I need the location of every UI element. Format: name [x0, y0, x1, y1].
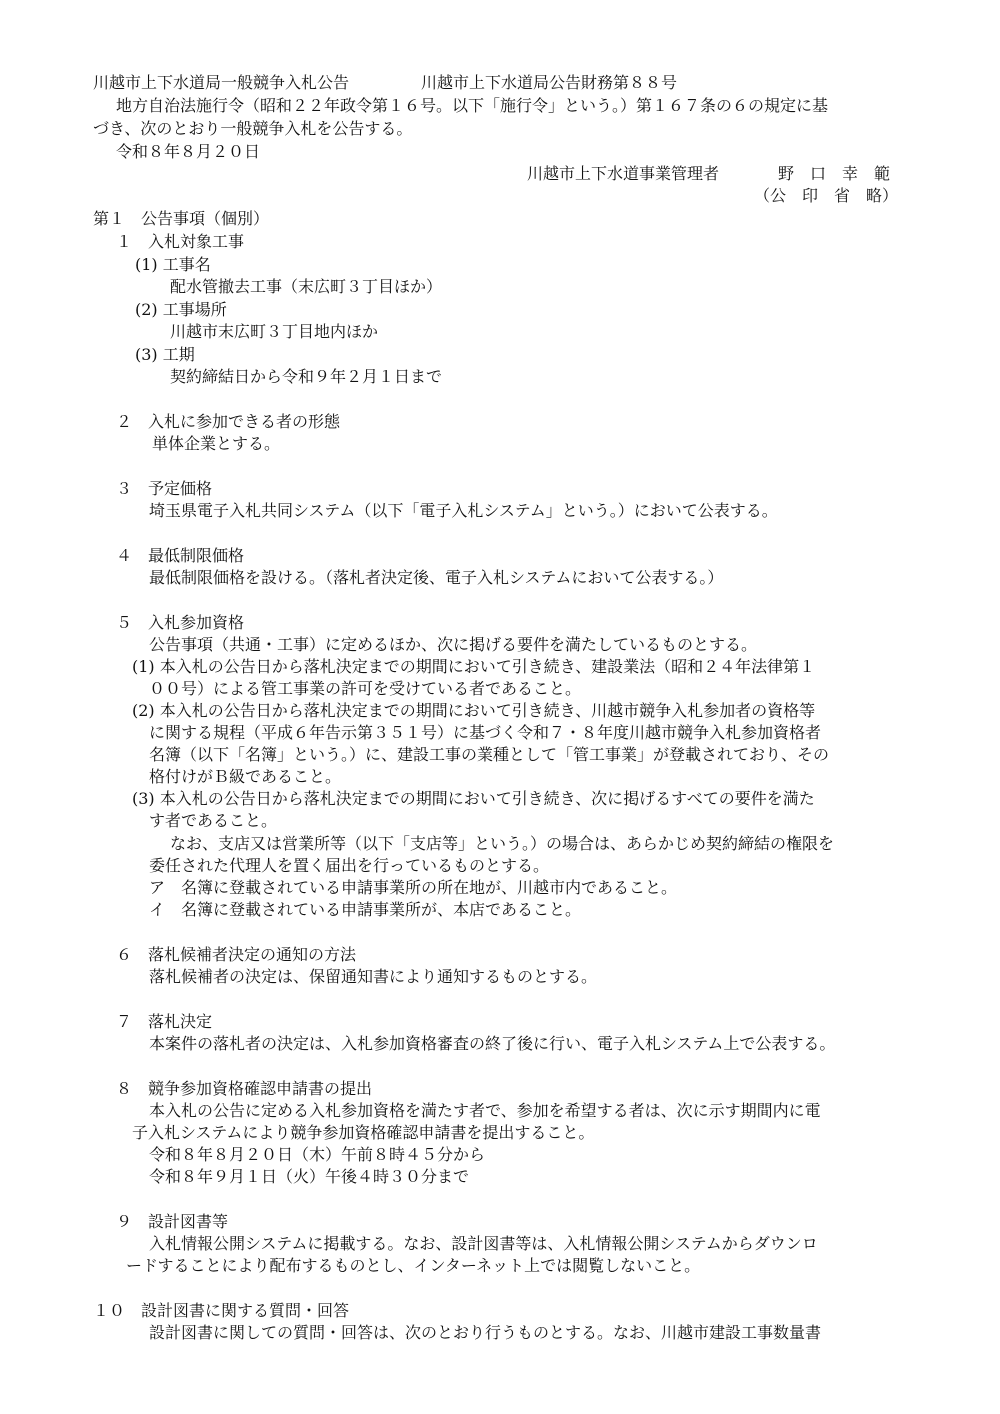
s10-body-line1: 設計図書に関しての質問・回答は、次のとおり行うものとする。なお、川越市建設工事数量書: [149, 1323, 822, 1342]
notice-title: 川越市上下水道局一般競争入札公告: [93, 73, 350, 92]
s1-item1-label: (1) 工事名: [135, 255, 211, 274]
intro-line-2: づき、次のとおり一般競争入札を公告する。: [93, 119, 413, 138]
s8-period-start: 令和８年８月２０日（木）午前８時４５分から: [149, 1145, 486, 1164]
part1-heading: 第１ 公告事項（個別）: [93, 209, 270, 228]
seal-note: （公 印 省 略）: [754, 186, 899, 205]
s6-heading: ６ 落札候補者決定の通知の方法: [116, 945, 357, 964]
s5-c3-line2: す者であること。: [149, 811, 278, 830]
s9-body-line1: 入札情報公開システムに掲載する。なお、設計図書等は、入札情報公開システムからダウンロ: [149, 1234, 818, 1253]
s5-c2-line2: に関する規程（平成６年告示第３５１号）に基づく令和７・８年度川越市競争入札参加資格者: [149, 723, 822, 742]
notice-date: 令和８年８月２０日: [116, 142, 261, 161]
issuer-title: 川越市上下水道事業管理者: [527, 164, 720, 183]
s5-c1-line1: (1) 本入札の公告日から落札決定までの期間において引き続き、建設業法（昭和２４年法律第１: [132, 657, 816, 676]
s1-item3-value: 契約締結日から令和９年２月１日まで: [170, 367, 443, 386]
s7-body: 本案件の落札者の決定は、入札参加資格審査の終了後に行い、電子入札システム上で公表する。: [149, 1034, 836, 1053]
s5-c3-line1: (3) 本入札の公告日から落札決定までの期間において引き続き、次に掲げるすべての要件を満た: [132, 789, 815, 808]
s7-heading: ７ 落札決定: [116, 1012, 213, 1031]
s5-c2-line1: (2) 本入札の公告日から落札決定までの期間において引き続き、川越市競争入札参加者の資格等: [132, 701, 816, 720]
issuer-name: 野 口 幸 範: [778, 164, 891, 183]
s8-body-line2: 子入札システムにより競争参加資格確認申請書を提出すること。: [132, 1123, 595, 1142]
s2-body: 単体企業とする。: [152, 434, 281, 453]
s4-body: 最低制限価格を設ける。（落札者決定後、電子入札システムにおいて公表する。）: [149, 568, 724, 587]
s3-heading: ３ 予定価格: [116, 479, 213, 498]
s2-heading: ２ 入札に参加できる者の形態: [116, 412, 341, 431]
s1-item2-label: (2) 工事場所: [135, 300, 227, 319]
s5-c1-line2: ００号）による管工事業の許可を受けている者であること。: [149, 679, 582, 698]
s4-heading: ４ 最低制限価格: [116, 546, 245, 565]
s6-body: 落札候補者の決定は、保留通知書により通知するものとする。: [149, 967, 598, 986]
s5-intro: 公告事項（共通・工事）に定めるほか、次に掲げる要件を満たしているものとする。: [149, 635, 758, 654]
s1-item1-value: 配水管撤去工事（末広町３丁目ほか）: [170, 277, 443, 296]
notice-number: 川越市上下水道局公告財務第８８号: [421, 73, 678, 92]
s5-c2-line4: 格付けがＢ級であること。: [149, 767, 342, 786]
s5-heading: ５ 入札参加資格: [116, 613, 245, 632]
s1-item3-label: (3) 工期: [135, 345, 195, 364]
s5-c3-line4: 委任された代理人を置く届出を行っているものとする。: [149, 856, 550, 875]
s8-heading: ８ 競争参加資格確認申請書の提出: [116, 1079, 373, 1098]
s8-period-end: 令和８年９月１日（火）午後４時３０分まで: [149, 1167, 470, 1186]
s9-body-line2: ードすることにより配布するものとし、インターネット上では閲覧しないこと。: [126, 1256, 701, 1275]
s1-heading: １ 入札対象工事: [116, 232, 245, 251]
s5-c2-line3: 名簿（以下「名簿」という。）に、建設工事の業種として「管工事業」が登載されており、その: [149, 745, 830, 764]
s9-heading: ９ 設計図書等: [116, 1212, 229, 1231]
s10-heading: １０ 設計図書に関する質問・回答: [93, 1301, 350, 1320]
s5-c3-item-a: ア 名簿に登載されている申請事業所の所在地が、川越市内であること。: [149, 878, 678, 897]
intro-line-1: 地方自治法施行令（昭和２２年政令第１６号。以下「施行令」という。）第１６７条の６の規定に基: [116, 96, 829, 115]
s5-c3-line3: なお、支店又は営業所等（以下「支店等」という。）の場合は、あらかじめ契約締結の権限を: [170, 834, 835, 853]
s8-body-line1: 本入札の公告に定める入札参加資格を満たす者で、参加を希望する者は、次に示す期間内に電: [149, 1101, 821, 1120]
s1-item2-value: 川越市末広町３丁目地内ほか: [170, 322, 379, 341]
s5-c3-item-i: イ 名簿に登載されている申請事業所が、本店であること。: [149, 900, 582, 919]
s3-body: 埼玉県電子入札共同システム（以下「電子入札システム」という。）において公表する。: [149, 501, 778, 520]
